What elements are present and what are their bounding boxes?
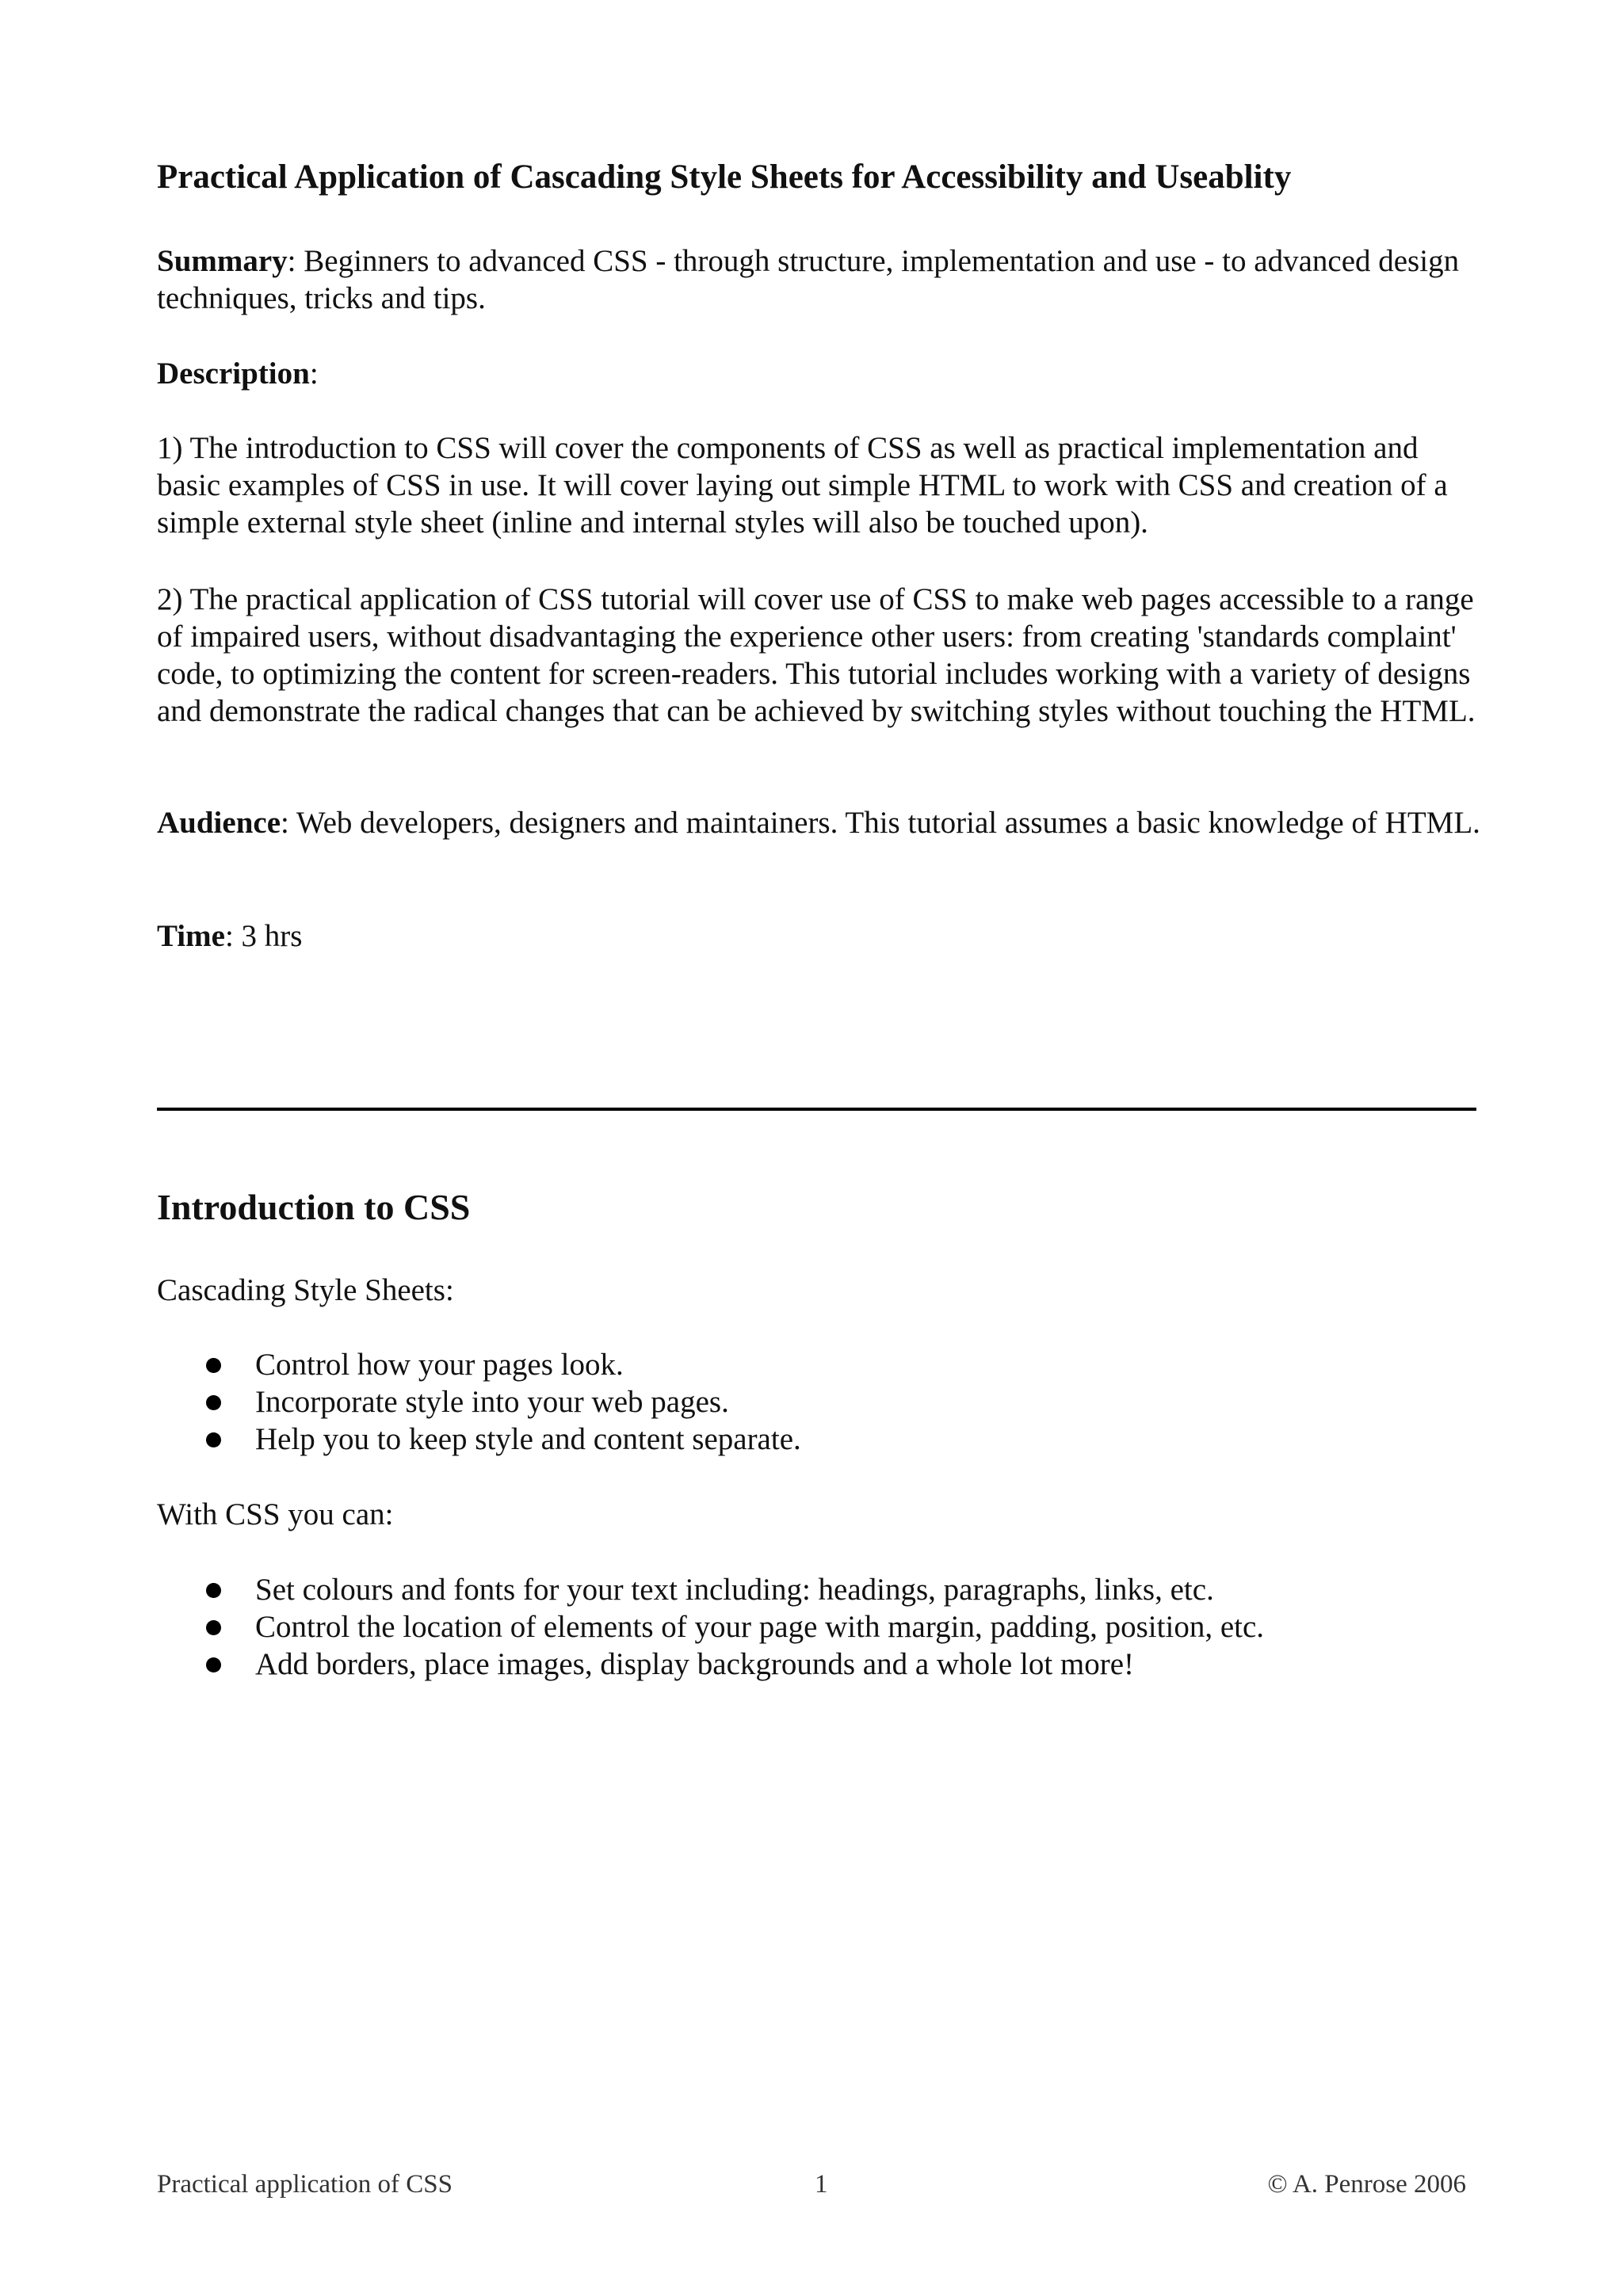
audience-paragraph <box>157 804 1488 841</box>
description-heading <box>157 355 1488 392</box>
document-title: Practical Application of Cascading Style Sheets for Accessibility and Useablity <box>157 158 1292 196</box>
footer-copyright: © A. Penrose 2006 <box>1267 2170 1466 2199</box>
summary-text: : Beginners to advanced CSS - through structure, implementation and use - to advanced design techniques, tricks and tips. <box>157 244 1460 315</box>
bullet-icon <box>206 1657 221 1672</box>
footer-page-number: 1 <box>815 2170 828 2199</box>
list-item-text: Incorporate style into your web pages. <box>255 1385 729 1419</box>
audience-text: : Web developers, designers and maintainers. This tutorial assumes a basic knowledge of HTML. <box>281 806 1480 840</box>
description-colon: : <box>309 357 319 391</box>
horizontal-divider <box>157 1108 1476 1111</box>
bullet-icon <box>206 1432 221 1447</box>
list-item-text: Set colours and fonts for your text including: headings, paragraphs, links, etc. <box>255 1573 1214 1607</box>
list-item-text: Control how your pages look. <box>255 1348 624 1382</box>
list-item <box>157 1571 1488 1608</box>
description-label: Description <box>157 357 310 391</box>
description-paragraph-2: 2) The practical application of CSS tutorial will cover use of CSS to make web pages accessible to a range of impaired users, without disadvantaging the experience other users: from creating 'standards complaint' code, to optimizing the content for screen-readers. This tutorial includes working with a variety of designs and demonstrate the radical changes that can be achieved by switching styles without touching the HTML. <box>157 582 1476 728</box>
bullet-icon <box>206 1395 221 1410</box>
list-item <box>157 1346 1488 1383</box>
list-item-text: Add borders, place images, display backgrounds and a whole lot more! <box>255 1647 1135 1681</box>
bullet-list-1 <box>157 1346 1488 1458</box>
list-item-text: Help you to keep style and content separate. <box>255 1422 801 1456</box>
description-paragraph-1: 1) The introduction to CSS will cover the components of CSS as well as practical implementation and basic examples of CSS in use. It will cover laying out simple HTML to work with CSS and creation of a simple external style sheet (inline and internal styles will also be touched upon). <box>157 431 1448 540</box>
summary-paragraph <box>157 242 1488 317</box>
with-css-lead: With CSS you can: <box>157 1497 394 1531</box>
bullet-icon <box>206 1583 221 1598</box>
list-item <box>157 1383 1488 1421</box>
audience-label: Audience <box>157 806 281 840</box>
footer-title: Practical application of CSS <box>157 2170 453 2199</box>
list-item <box>157 1421 1488 1458</box>
section-title: Introduction to CSS <box>157 1187 471 1227</box>
intro-lead: Cascading Style Sheets: <box>157 1273 454 1307</box>
bullet-list-2 <box>157 1571 1488 1683</box>
time-label: Time <box>157 919 225 953</box>
bullet-icon <box>206 1620 221 1635</box>
bullet-icon <box>206 1358 221 1373</box>
list-item-text: Control the location of elements of your page with margin, padding, position, etc. <box>255 1610 1265 1644</box>
time-paragraph <box>157 917 1488 955</box>
list-item <box>157 1608 1488 1646</box>
list-item <box>157 1646 1488 1683</box>
summary-label: Summary <box>157 244 288 278</box>
time-text: : 3 hrs <box>224 919 303 953</box>
